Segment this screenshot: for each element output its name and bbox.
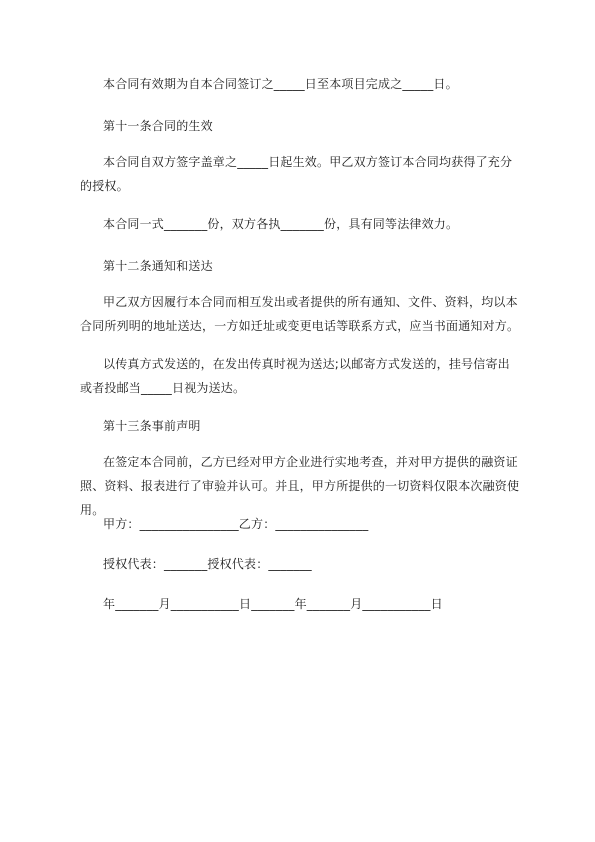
prior-statement-clause (80, 450, 520, 522)
prior-statement-clause-text: 在签定本合同前，乙方已经对甲方企业进行实地考查，并对甲方提供的融资证照、资料、报表进行了审验并认可。并且，甲方所提供的一切资料仅限本次融资使用。 (80, 455, 520, 517)
article-12-heading: 第十二条通知和送达 (103, 259, 213, 273)
fax-mail-delivery-clause-text: 以传真方式发送的，在发出传真时视为送达;以邮寄方式发送的，挂号信寄出或者投邮当_____日视为送达。 (80, 357, 510, 395)
fax-mail-delivery-clause (80, 352, 520, 400)
effectiveness-clause (80, 150, 520, 198)
article-11-heading: 第十一条合同的生效 (103, 119, 213, 133)
authorized-representative-line: 授权代表：_______授权代表：_______ (103, 557, 312, 571)
copies-clause: 本合同一式_______份，双方各执_______份，具有同等法律效力。 (103, 217, 459, 231)
signing-date-line: 年_______月___________日_______年_______月___________日 (103, 597, 443, 611)
notice-delivery-clause-text: 甲乙双方因履行本合同而相互发出或者提供的所有通知、文件、资料，均以本合同所列明的地址送达，一方如迁址或变更电话等联系方式，应当书面通知对方。 (80, 295, 520, 333)
effectiveness-clause-text: 本合同自双方签字盖章之_____日起生效。甲乙双方签订本合同均获得了充分的授权。 (80, 155, 513, 193)
party-signature-line: 甲方：________________乙方：_______________ (103, 517, 369, 531)
notice-delivery-clause (80, 290, 520, 338)
validity-period-clause: 本合同有效期为自本合同签订之_____日至本项目完成之_____日。 (103, 77, 458, 91)
article-13-heading: 第十三条事前声明 (103, 419, 201, 433)
